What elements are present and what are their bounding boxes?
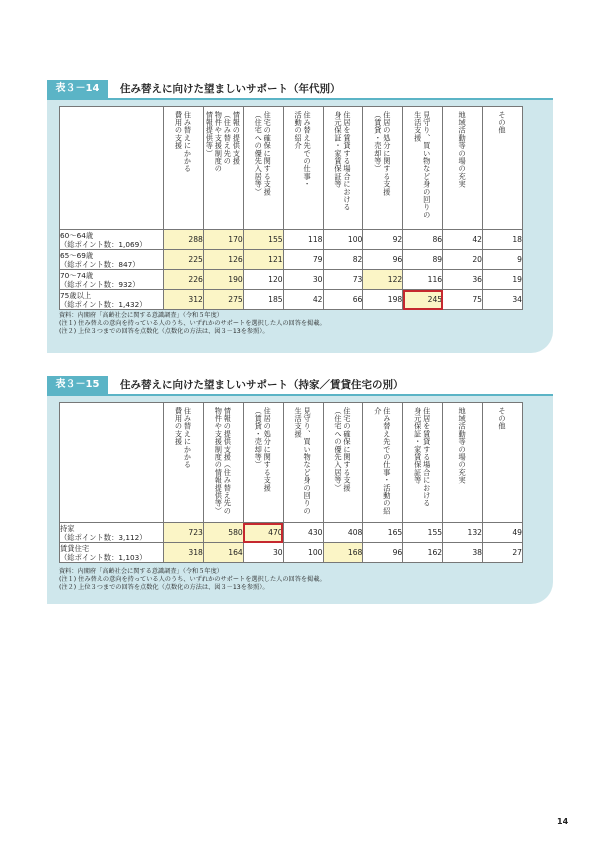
table-3-15 <box>59 402 523 563</box>
value-cell: 288 <box>164 230 204 250</box>
value-cell: 162 <box>403 543 443 563</box>
value-cell: 198 <box>363 290 403 310</box>
value-cell: 42 <box>443 230 483 250</box>
value-cell: 165 <box>363 523 403 543</box>
value-cell: 170 <box>203 230 243 250</box>
value-cell: 100 <box>283 543 323 563</box>
value-cell: 185 <box>243 290 283 310</box>
table-3-15-panel <box>47 376 553 604</box>
value-cell: 73 <box>323 270 363 290</box>
header-cell: 見守り、買い物など身の回りの 生活支援 <box>403 107 443 230</box>
table-3-14-title-bar <box>47 80 553 98</box>
header-cell: その他 <box>483 107 523 230</box>
value-cell: 89 <box>403 250 443 270</box>
header-cell: 情報の提供支援（住み替え先の 物件や支援制度の情報提供等） <box>203 403 243 523</box>
header-cell: 住居の処分に関する支援 （賃貸・売却等） <box>243 403 283 523</box>
header-cell: 住み替え先での仕事・ 活動の紹介 <box>283 107 323 230</box>
header-cell: 地域活動等の場の充実 <box>443 403 483 523</box>
value-cell: 9 <box>483 250 523 270</box>
value-cell: 318 <box>164 543 204 563</box>
value-cell: 34 <box>483 290 523 310</box>
value-cell: 408 <box>323 523 363 543</box>
value-cell: 27 <box>483 543 523 563</box>
title-underline <box>47 98 553 100</box>
table-3-15-title: 住み替えに向けた望ましいサポート（持家／賃貸住宅の別） <box>120 379 404 391</box>
header-cell: その他 <box>483 403 523 523</box>
row-label: 65～69歳 （総ポイント数：847） <box>60 250 164 270</box>
table-row <box>60 230 523 250</box>
header-cell: 住宅の確保に関する支援 （住宅への優先入居等） <box>323 403 363 523</box>
table-row <box>60 290 523 310</box>
header-cell: 住み替え先での仕事・活動の紹 介 <box>363 403 403 523</box>
value-cell: 96 <box>363 250 403 270</box>
table-3-14 <box>59 106 523 310</box>
table-row <box>60 250 523 270</box>
value-cell: 18 <box>483 230 523 250</box>
header-cell: 情報の提供支援 （住み替え先の 物件や支援制度の 情報提供等） <box>203 107 243 230</box>
value-cell: 190 <box>203 270 243 290</box>
value-cell: 164 <box>203 543 243 563</box>
table-3-14-panel <box>47 80 553 353</box>
value-cell: 122 <box>363 270 403 290</box>
value-cell: 38 <box>443 543 483 563</box>
source-note: 資料：内閣府「高齢社会に関する意識調査」（令和５年度） <box>59 568 223 575</box>
header-row <box>60 403 523 523</box>
header-cell: 住居の処分に関する支援 （賃貸・売却等） <box>363 107 403 230</box>
value-cell: 66 <box>323 290 363 310</box>
header-corner <box>60 403 164 523</box>
value-cell: 126 <box>203 250 243 270</box>
row-label: 賃貸住宅 （総ポイント数：1,103） <box>60 543 164 563</box>
value-cell: 49 <box>483 523 523 543</box>
header-cell: 地域活動等の場の充実 <box>443 107 483 230</box>
value-cell: 30 <box>243 543 283 563</box>
row-label: 持家 （総ポイント数：3,112） <box>60 523 164 543</box>
value-cell: 75 <box>443 290 483 310</box>
value-cell: 79 <box>283 250 323 270</box>
table-3-14-tag: 表３－14 <box>47 80 108 98</box>
value-cell: 100 <box>323 230 363 250</box>
row-label: 60～64歳 （総ポイント数：1,069） <box>60 230 164 250</box>
value-cell: 120 <box>243 270 283 290</box>
note-2: (注２) 上位３つまでの回答を点数化（点数化の方法は、図３－13を参照）。 <box>59 328 269 336</box>
value-cell: 312 <box>164 290 204 310</box>
table-3-15-notes <box>59 568 326 593</box>
value-cell: 580 <box>203 523 243 543</box>
table-row <box>60 543 523 563</box>
value-cell: 118 <box>283 230 323 250</box>
value-cell: 155 <box>403 523 443 543</box>
value-cell: 430 <box>283 523 323 543</box>
header-cell: 住居を賃貸する場合における 身元保証・家賃保証等 <box>323 107 363 230</box>
title-underline <box>47 394 553 396</box>
header-row <box>60 107 523 230</box>
table-3-15-tag: 表３－15 <box>47 376 108 394</box>
value-cell: 168 <box>323 543 363 563</box>
header-cell: 住み替えにかかる 費用の支援 <box>164 403 204 523</box>
value-cell: 116 <box>403 270 443 290</box>
value-cell: 19 <box>483 270 523 290</box>
value-cell: 20 <box>443 250 483 270</box>
value-cell: 42 <box>283 290 323 310</box>
row-label: 75歳以上 （総ポイント数：1,432） <box>60 290 164 310</box>
value-cell: 30 <box>283 270 323 290</box>
value-cell: 82 <box>323 250 363 270</box>
page-number: 14 <box>557 817 569 826</box>
table-row <box>60 523 523 543</box>
header-cell: 住居を賃貸する場合における 身元保証・家賃保証等 <box>403 403 443 523</box>
value-cell: 275 <box>203 290 243 310</box>
header-cell: 見守り、買い物など身の回りの 生活支援 <box>283 403 323 523</box>
value-cell: 121 <box>243 250 283 270</box>
value-cell: 155 <box>243 230 283 250</box>
value-cell: 723 <box>164 523 204 543</box>
row-label: 70～74歳 （総ポイント数：932） <box>60 270 164 290</box>
value-cell: 36 <box>443 270 483 290</box>
value-cell: 96 <box>363 543 403 563</box>
value-cell: 470 <box>243 523 283 543</box>
table-3-15-title-bar <box>47 376 553 394</box>
note-1: (注１) 住み替えの意向を持っている人のうち、いずれかのサポートを選択した人の回答を掲載。 <box>59 320 326 328</box>
value-cell: 86 <box>403 230 443 250</box>
value-cell: 245 <box>403 290 443 310</box>
table-3-14-notes <box>59 312 326 337</box>
value-cell: 132 <box>443 523 483 543</box>
source-note: 資料：内閣府「高齢社会に関する意識調査」（令和５年度） <box>59 312 223 319</box>
header-cell: 住宅の確保に関する支援 （住宅への優先入居等） <box>243 107 283 230</box>
value-cell: 226 <box>164 270 204 290</box>
note-2: (注２) 上位３つまでの回答を点数化（点数化の方法は、図３－13を参照）。 <box>59 584 269 592</box>
note-1: (注１) 住み替えの意向を持っている人のうち、いずれかのサポートを選択した人の回答を掲載。 <box>59 576 326 584</box>
header-cell: 住み替えにかかる 費用の支援 <box>164 107 204 230</box>
header-corner <box>60 107 164 230</box>
table-3-14-title: 住み替えに向けた望ましいサポート（年代別） <box>120 83 341 95</box>
value-cell: 225 <box>164 250 204 270</box>
value-cell: 92 <box>363 230 403 250</box>
table-row <box>60 270 523 290</box>
